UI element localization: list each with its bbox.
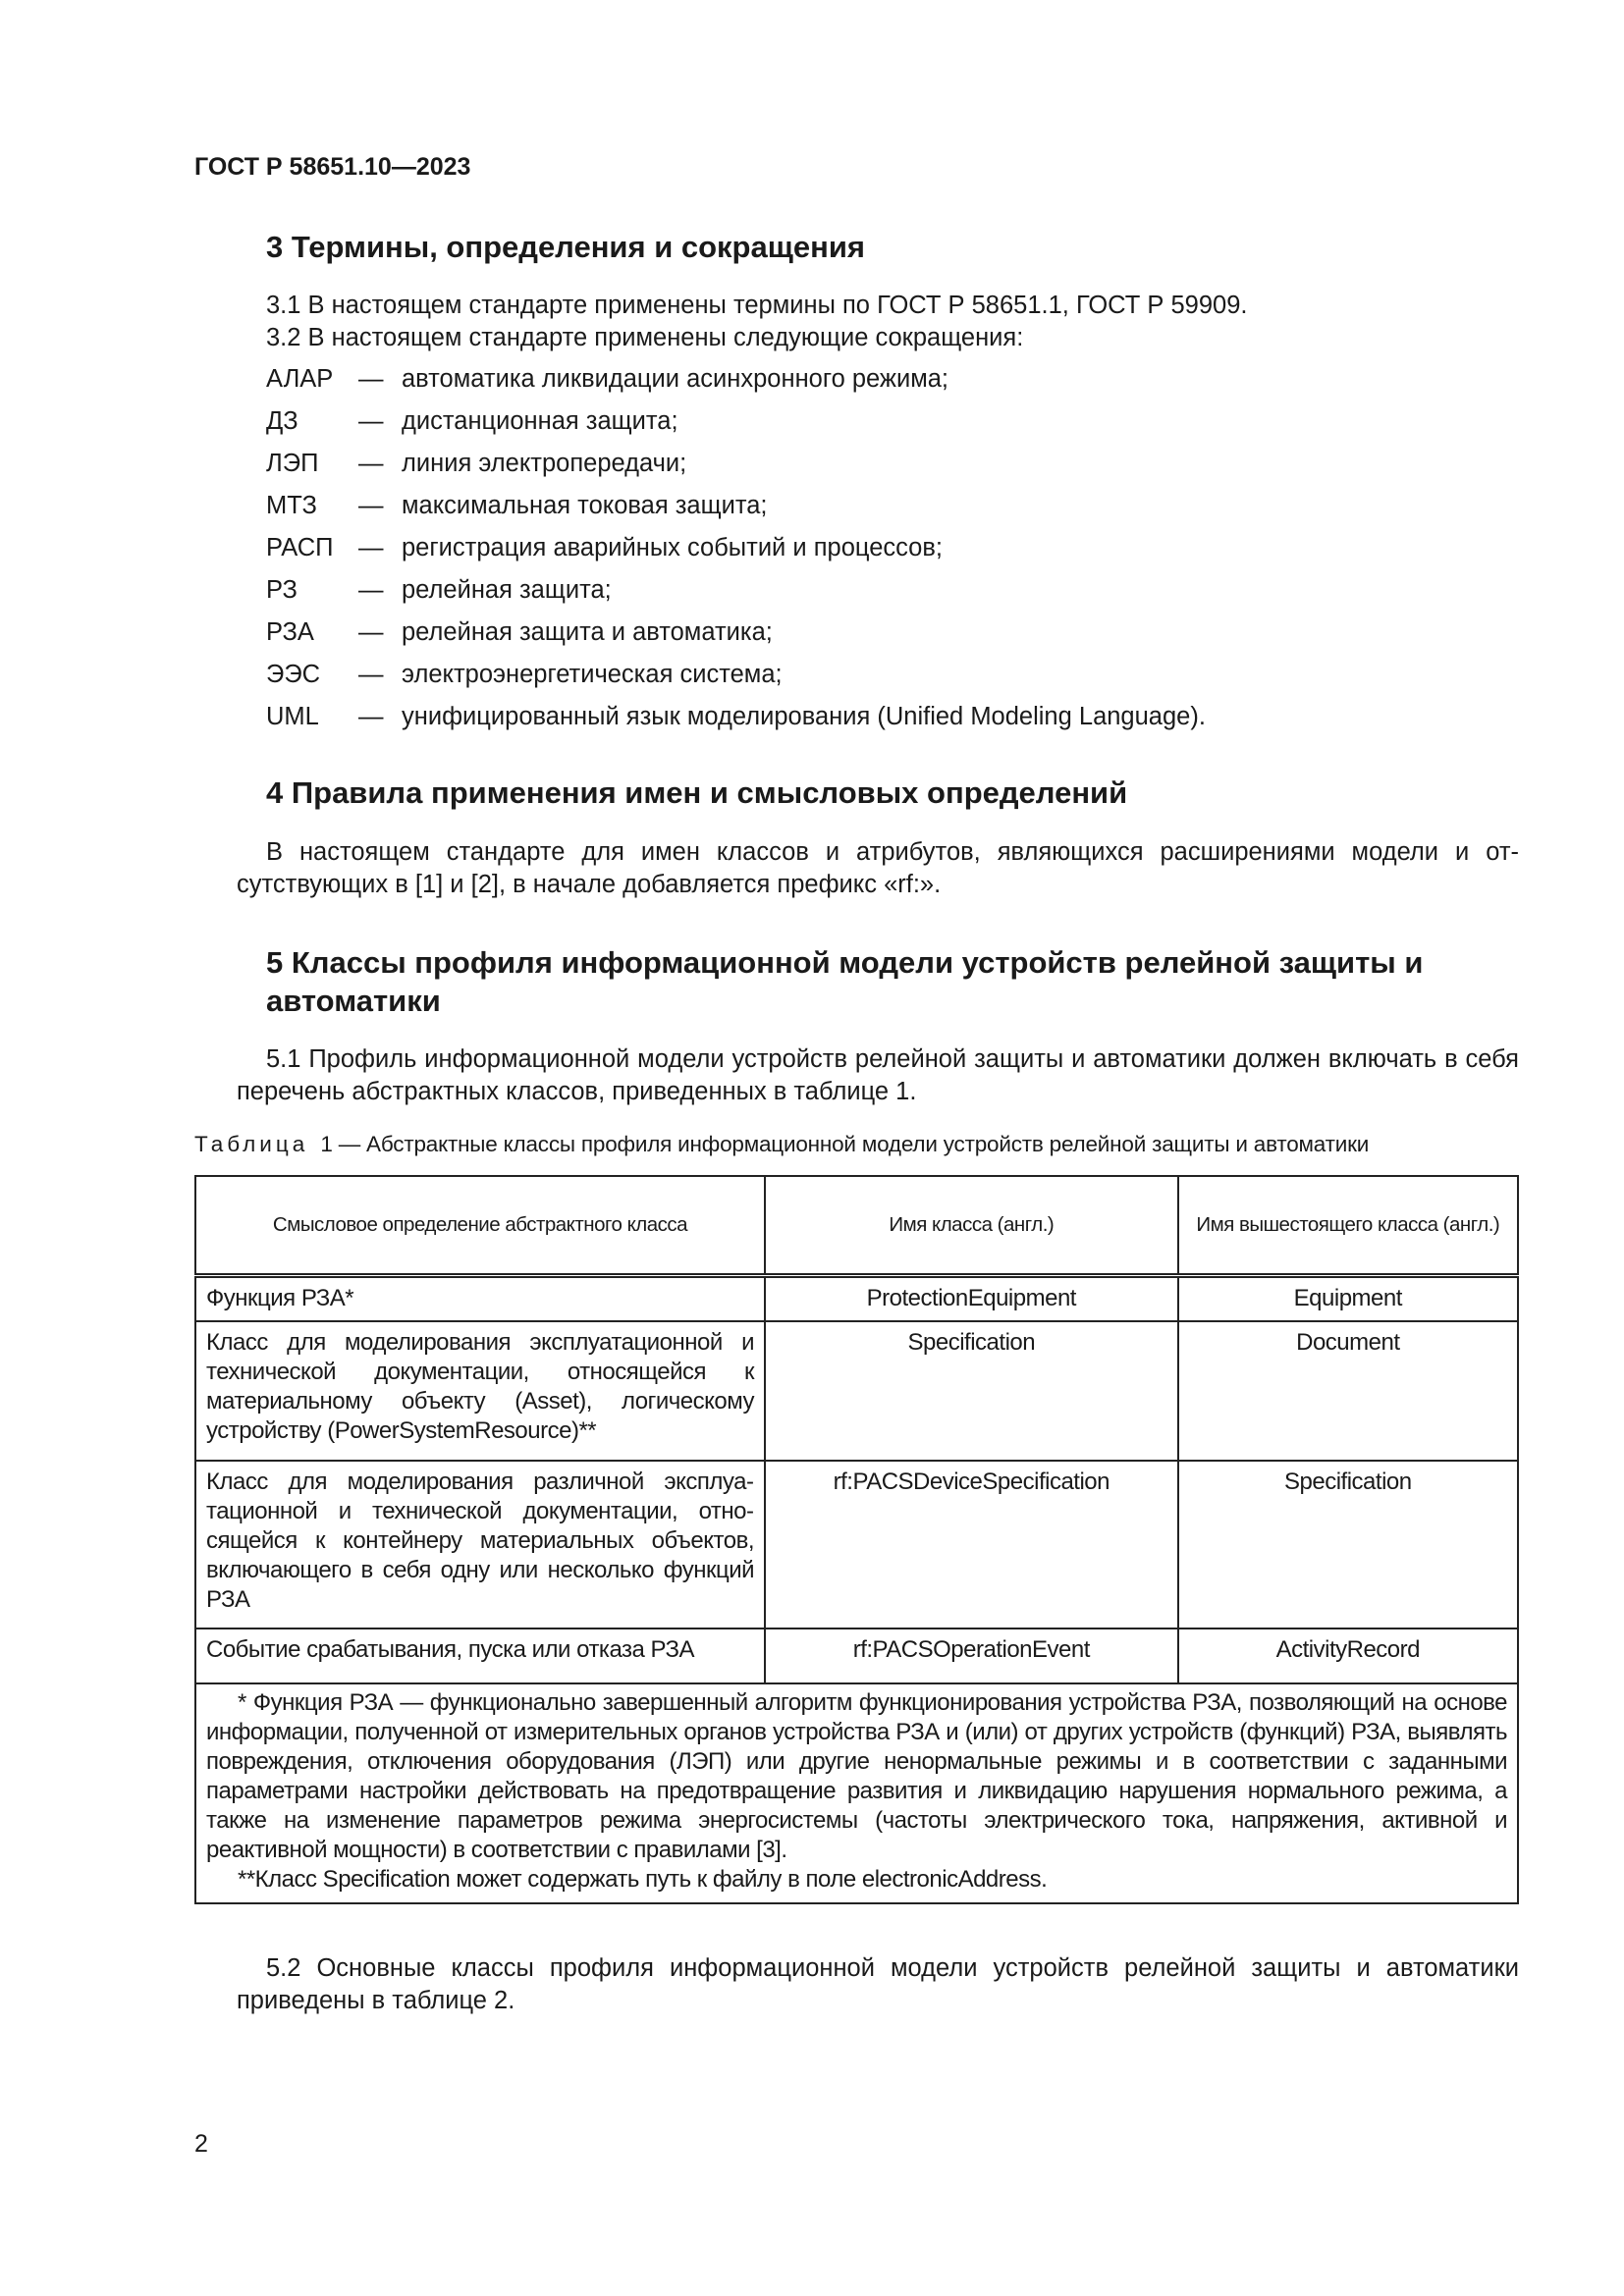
class-name: Specification (765, 1321, 1178, 1461)
paragraph-4: В настоящем стандарте для имен классов и атрибутов, являющихся расширениями модели и отсутствующих в [1] и [2], в начале добавляется префикс «rf:». (237, 838, 1519, 898)
abbreviation: ЭЭС (266, 661, 321, 688)
table-caption-label: Таблица (194, 1132, 309, 1156)
class-definition: Функция РЗА* (195, 1276, 765, 1321)
class-name: ProtectionEquipment (765, 1276, 1178, 1321)
class-name: rf:PACSDeviceSpecification (765, 1461, 1178, 1629)
abbreviation: МТЗ (266, 492, 317, 519)
abbreviation: РЗ (266, 576, 298, 604)
section-5-heading: 5 Классы профиля информационной модели устройств релейной защиты и автоматики (266, 945, 1424, 1018)
class-name: rf:PACSOperationEvent (765, 1629, 1178, 1683)
footnote-2: **Класс Specification может содержать путь к файлу в поле electronicAddress. (238, 1865, 1048, 1893)
table-footnotes (195, 1683, 1518, 1903)
parent-class-name: Specification (1178, 1461, 1518, 1629)
abbreviation: ДЗ (266, 407, 298, 435)
parent-class-name: Equipment (1178, 1276, 1518, 1321)
column-header: Имя класса (англ.) (765, 1176, 1178, 1276)
dash: — (358, 703, 384, 730)
abbreviation-definition: автоматика ликвидации асинхронного режима; (402, 365, 949, 393)
table-footnote-row (195, 1683, 1518, 1903)
abbreviation-item (266, 612, 1543, 654)
table-1-caption (194, 1132, 1369, 1157)
document-code-header: ГОСТ Р 58651.10—2023 (194, 153, 471, 181)
abbreviation-definition: релейная защита и автоматика; (402, 618, 773, 646)
abbreviation-definition: дистанционная защита; (402, 407, 678, 435)
abbreviation-definition: регистрация аварийных событий и процессов; (402, 534, 943, 561)
parent-class-name: Document (1178, 1321, 1518, 1461)
class-definition: Класс для моделирования эксплуатационной и технической документации, относящейся к материальному объекту (Asset), логическому устройству (PowerSystemResource)** (195, 1321, 765, 1461)
dash: — (358, 407, 384, 435)
footnote-1: * Функция РЗА — функционально завершенный алгоритм функционирования устройства РЗА, позволяющий на основе информации, полученной от измерительных органов устройства РЗА и (или) от других устройств (функций) РЗА, выявлять повреждения, отключения оборудования (ЛЭП) или другие ненормальные режимы и в соответствии с заданными параметрами настройки действовать на предотвращение развития и ликвидацию нарушения нормального режима, а также на изменение параметров режима энергосистемы (частоты электрического тока, напряжения, активной и реактивной мощности) в соответствии с правилами [3]. (206, 1688, 1507, 1863)
abbreviation: РЗА (266, 618, 314, 646)
abbreviation-definition: максимальная токовая защита; (402, 492, 768, 519)
paragraph-5-2: 5.2 Основные классы профиля информационной модели устройств релейной защиты и автоматики приведены в таблице 2. (237, 1954, 1519, 2014)
dash: — (358, 450, 384, 477)
dash: — (358, 576, 384, 604)
page-number: 2 (194, 2130, 208, 2158)
class-definition: Событие срабатывания, пуска или отказа РЗА (195, 1629, 765, 1683)
abbreviation-item (266, 527, 1543, 569)
table-row (195, 1461, 1518, 1629)
abbreviation-item (266, 443, 1543, 485)
abbreviation-definition: линия электропередачи; (402, 450, 687, 477)
abbreviation: РАСП (266, 534, 334, 561)
abbreviation-item (266, 654, 1543, 696)
column-header: Имя вышестоящего класса (англ.) (1178, 1176, 1518, 1276)
abbreviation: ЛЭП (266, 450, 319, 477)
abbreviation: АЛАР (266, 365, 334, 393)
section-3-heading: 3 Термины, определения и сокращения (266, 230, 865, 264)
table-row (195, 1276, 1518, 1321)
abbreviation-item (266, 400, 1543, 443)
abbreviation-definition: релейная защита; (402, 576, 612, 604)
class-definition: Класс для моделирования различной эксплуатационной и технической документации, относящейся к контейнеру материальных объектов, включающего в себя одну или несколько функций РЗА (195, 1461, 765, 1629)
abbreviation: UML (266, 703, 319, 730)
section-4-heading: 4 Правила применения имен и смысловых определений (266, 775, 1128, 810)
column-header: Смысловое определение абстрактного класса (195, 1176, 765, 1276)
dash: — (358, 618, 384, 646)
dash: — (358, 661, 384, 688)
dash: — (358, 365, 384, 393)
abbreviation-definition: электроэнергетическая система; (402, 661, 783, 688)
table-row (195, 1629, 1518, 1683)
abbreviation-item (266, 358, 1543, 400)
abbreviation-item (266, 485, 1543, 527)
table-1 (194, 1175, 1519, 1904)
table-row (195, 1321, 1518, 1461)
dash: — (358, 534, 384, 561)
paragraph-3-1: 3.1 В настоящем стандарте применены термины по ГОСТ Р 58651.1, ГОСТ Р 59909. (266, 292, 1248, 319)
abbreviation-item (266, 696, 1543, 738)
paragraph-3-2: 3.2 В настоящем стандарте применены следующие сокращения: (266, 324, 1024, 351)
parent-class-name: ActivityRecord (1178, 1629, 1518, 1683)
table-caption-text: 1 — Абстрактные классы профиля информационной модели устройств релейной защиты и автоматики (320, 1132, 1370, 1156)
dash: — (358, 492, 384, 519)
abbreviation-definition: унифицированный язык моделирования (Unified Modeling Language). (402, 703, 1206, 730)
paragraph-5-1: 5.1 Профиль информационной модели устройств релейной защиты и автоматики должен включать в себя перечень абстрактных классов, приведенных в таблице 1. (237, 1045, 1519, 1105)
table-header-row (195, 1176, 1518, 1276)
abbreviation-item (266, 569, 1543, 612)
